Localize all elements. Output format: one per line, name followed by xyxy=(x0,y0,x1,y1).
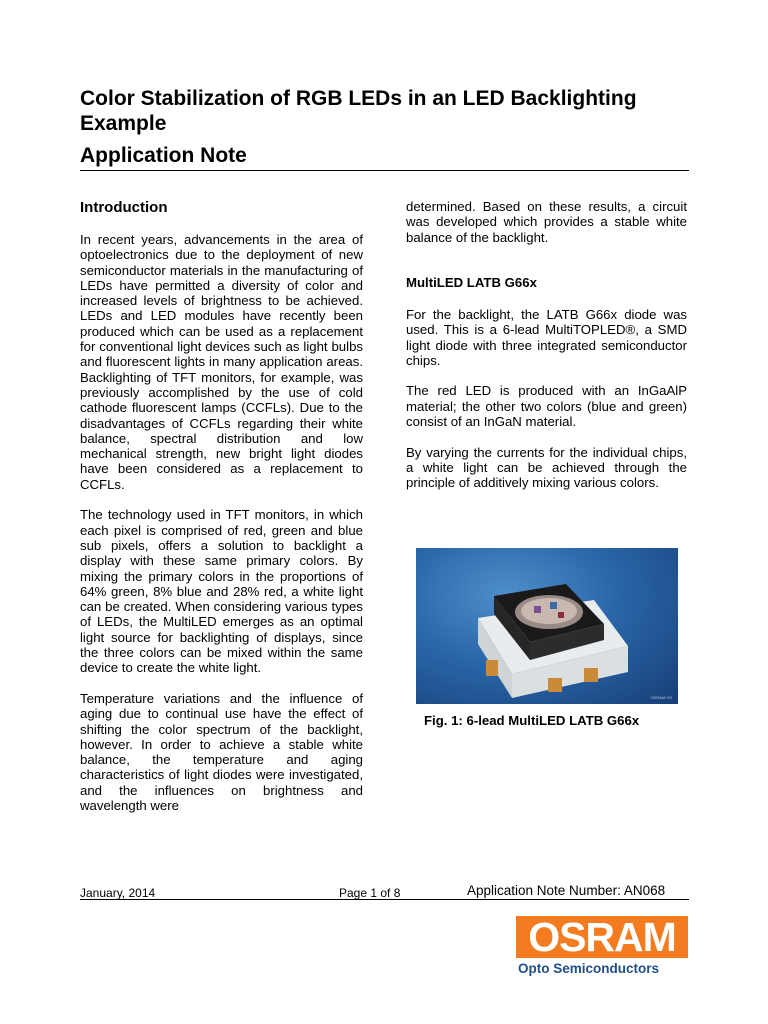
multiled-paragraph-1: For the backlight, the LATB G66x diode was used. This is a 6-lead MultiTOPLED®, a SMD light diode with three integrated semiconductor chips. xyxy=(406,307,687,368)
led-package-illustration xyxy=(416,548,678,704)
photo-credit: OSRAM OS xyxy=(650,695,672,700)
footer-date: January, 2014 xyxy=(80,886,156,900)
osram-logo xyxy=(516,916,688,978)
footer-application-note-number: Application Note Number: AN068 xyxy=(467,883,666,898)
multiled-paragraph-2: The red LED is produced with an InGaAlP material; the other two colors (blue and green) consist of an InGaN material. xyxy=(406,383,687,430)
header-divider xyxy=(80,170,689,171)
footer-divider xyxy=(80,899,689,900)
document-title: Color Stabilization of RGB LEDs in an LED Backlighting Example xyxy=(80,87,637,135)
introduction-heading: Introduction xyxy=(80,199,168,216)
multiled-heading: MultiLED LATB G66x xyxy=(406,275,537,290)
intro-continuation: determined. Based on these results, a circuit was developed which provides a stable white balance of the backlight. xyxy=(406,199,687,245)
led-product-photo xyxy=(416,548,678,704)
figure-caption: Fig. 1: 6-lead MultiLED LATB G66x xyxy=(424,713,640,728)
multiled-section xyxy=(406,307,687,506)
logo-tagline: Opto Semiconductors xyxy=(518,961,660,976)
left-column xyxy=(80,232,363,829)
logo-wordmark: OSRAM xyxy=(516,916,688,958)
intro-paragraph-2: The technology used in TFT monitors, in which each pixel is comprised of red, green and blue sub pixels, offers a solution to backlight a display with these same primary colors. By mixing the primary colors in the proportions of 64% green, 8% blue and 28% red, a white light can be created. When considering various types of LEDs, the MultiLED emerges as an optimal light source for backlighting of displays, since the three colors can be mixed within the same device to create the white light. xyxy=(80,507,363,676)
multiled-paragraph-3: By varying the currents for the individual chips, a white light can be achieved through the principle of additively mixing various colors. xyxy=(406,444,687,491)
intro-paragraph-1: In recent years, advancements in the area of optoelectronics due to the deployment of new semiconductor materials in the manufacturing of LEDs have permitted a diversity of color and increased levels of brightness to be achieved. LEDs and LED modules have recently been produced which can be used as a replacement for conventional light devices such as light bulbs and fluorescent lights in many application areas. Backlighting of TFT monitors, for example, was previously accomplished by the use of cold cathode fluorescent lamps (CCFLs). Due to the disadvantages of CCFLs regarding their white balance, spectral distribution and low mechanical strength, new bright light diodes have been considered as a replacement to CCFLs. xyxy=(80,232,363,492)
document-subtitle: Application Note xyxy=(80,144,247,167)
right-column-continuation xyxy=(406,199,687,260)
footer-page-number: Page 1 of 8 xyxy=(339,886,401,900)
intro-paragraph-3: Temperature variations and the influence of aging due to continual use have the effect of shifting the color spectrum of the backlight, however. In order to achieve a stable white balance, the temperature and aging characteristics of light diodes were investigated, and the influences on brightness and wavelength were xyxy=(80,690,363,813)
